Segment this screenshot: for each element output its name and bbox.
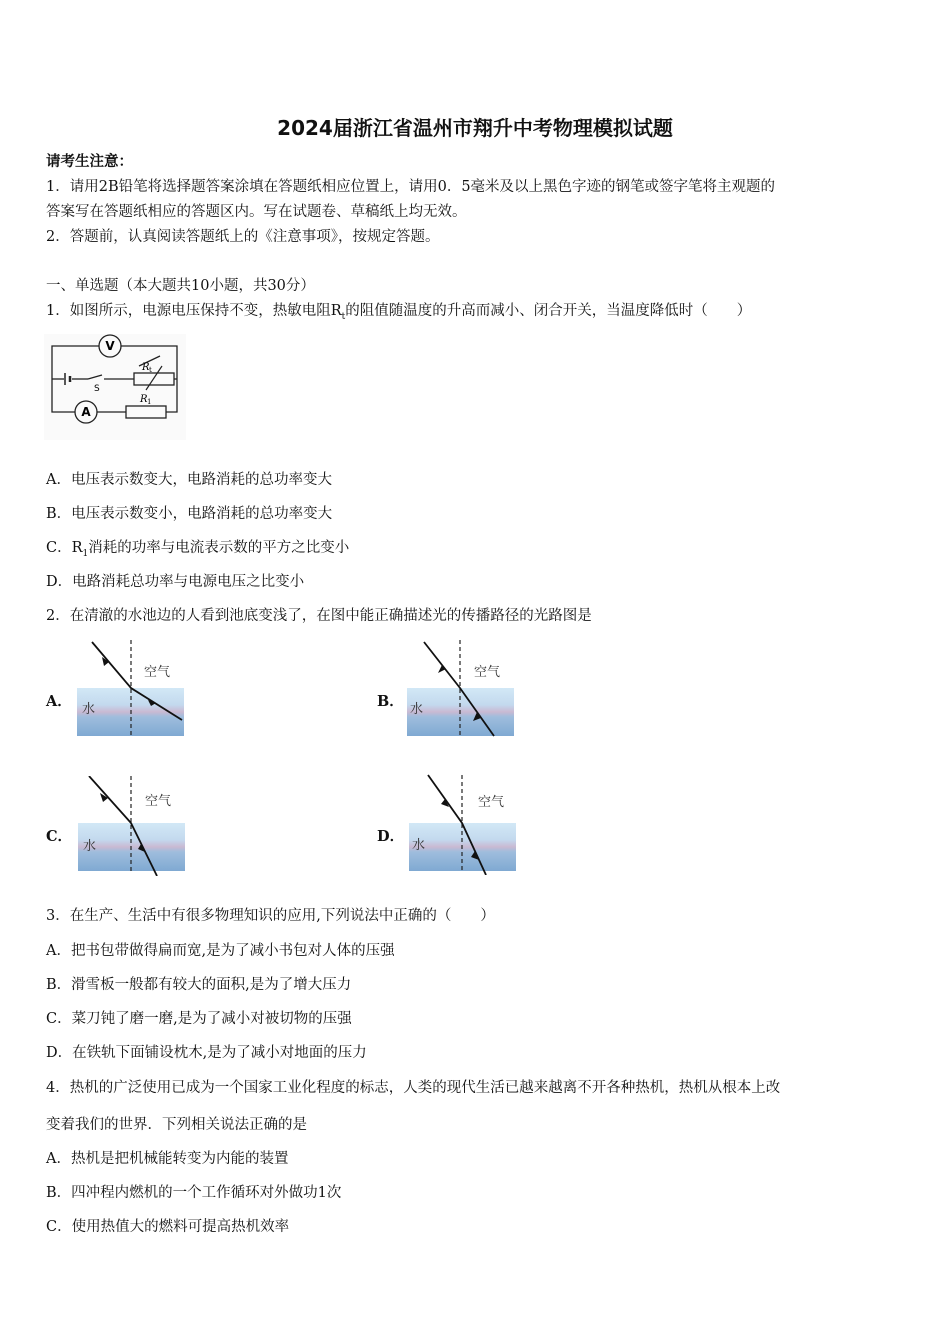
air-label-c: 空气 (145, 794, 172, 809)
thermistor-sub: t (149, 366, 152, 374)
question-3-stem: 3．在生产、生活中有很多物理知识的应用,下列说法中正确的（ ） (46, 908, 495, 924)
q3-option-c: C．菜刀钝了磨一磨,是为了减小对被切物的压强 (46, 1011, 352, 1027)
q2-label-d: D． (377, 828, 405, 845)
section-heading: 一、单选题（本大题共10小题，共30分） (46, 278, 315, 294)
q1-option-c: C．$R_1$消耗的功率与电流表示数的平方之比变小 (46, 540, 350, 559)
light-diagram-b (406, 640, 518, 738)
notice-line-1: 1．请用2B铅笔将选择题答案涂填在答题纸相应位置上，请用0．5毫米及以上黑色字迹的钢笔或签字笔将主观题的 (46, 179, 776, 195)
q3-option-a: A．把书包带做得扁而宽,是为了减小书包对人体的压强 (46, 943, 395, 959)
circuit-diagram (44, 334, 186, 440)
q2-label-a: A． (46, 693, 72, 710)
resistor-label: R (140, 394, 148, 405)
air-label-a: 空气 (144, 665, 171, 680)
water-label-b: 水 (410, 702, 424, 717)
resistor-sub: 1 (147, 398, 152, 406)
question-2-stem: 2．在清澈的水池边的人看到池底变浅了，在图中能正确描述光的传播路径的光路图是 (46, 608, 592, 624)
q4-option-c: C．使用热值大的燃料可提高热机效率 (46, 1219, 290, 1235)
q1-option-b: B．电压表示数变小，电路消耗的总功率变大 (46, 506, 333, 522)
q2-label-c: C． (46, 828, 73, 845)
notice-line-2: 2．答题前，认真阅读答题纸上的《注意事项》，按规定答题。 (46, 229, 440, 245)
voltmeter-label: V (105, 339, 115, 353)
air-label-b: 空气 (474, 665, 501, 680)
q3-option-d: D．在铁轨下面铺设枕木,是为了减小对地面的压力 (46, 1045, 367, 1061)
question-4-stem-line-2: 变着我们的世界．下列相关说法正确的是 (46, 1117, 307, 1133)
q1-option-a: A．电压表示数变大，电路消耗的总功率变大 (46, 472, 332, 488)
water-label-c: 水 (83, 839, 97, 854)
light-diagram-d (408, 773, 520, 875)
water-label-a: 水 (82, 702, 96, 717)
notice-heading: 请考生注意： (46, 153, 133, 170)
q4-option-b: B．四冲程内燃机的一个工作循环对外做功1次 (46, 1185, 342, 1201)
notice-line-1b: 答案写在答题纸相应的答题区内。写在试题卷、草稿纸上均无效。 (46, 204, 467, 220)
page-title: 2024届浙江省温州市翔升中考物理模拟试题 (277, 116, 673, 140)
q3-option-b: B．滑雪板一般都有较大的面积,是为了增大压力 (46, 977, 352, 993)
q4-option-a: A．热机是把机械能转变为内能的装置 (46, 1151, 289, 1167)
q1-option-d: D．电路消耗总功率与电源电压之比变小 (46, 574, 305, 590)
air-label-d: 空气 (478, 795, 505, 810)
q2-label-b: B． (377, 693, 404, 710)
light-diagram-a (76, 640, 188, 738)
light-diagram-c (77, 776, 189, 876)
question-4-stem-line-1: 4．热机的广泛使用已成为一个国家工业化程度的标志，人类的现代生活已越来越离不开各种热机，热机从根本上改 (46, 1080, 781, 1096)
thermistor-label: R (142, 362, 150, 373)
water-label-d: 水 (412, 838, 426, 853)
ammeter-label: A (81, 405, 91, 419)
question-1-stem: 1．如图所示，电源电压保持不变，热敏电阻$R_t$的阻值随温度的升高而减小、闭合开关，当温度降低时（ ） (46, 303, 752, 322)
switch-label: S (94, 384, 100, 394)
